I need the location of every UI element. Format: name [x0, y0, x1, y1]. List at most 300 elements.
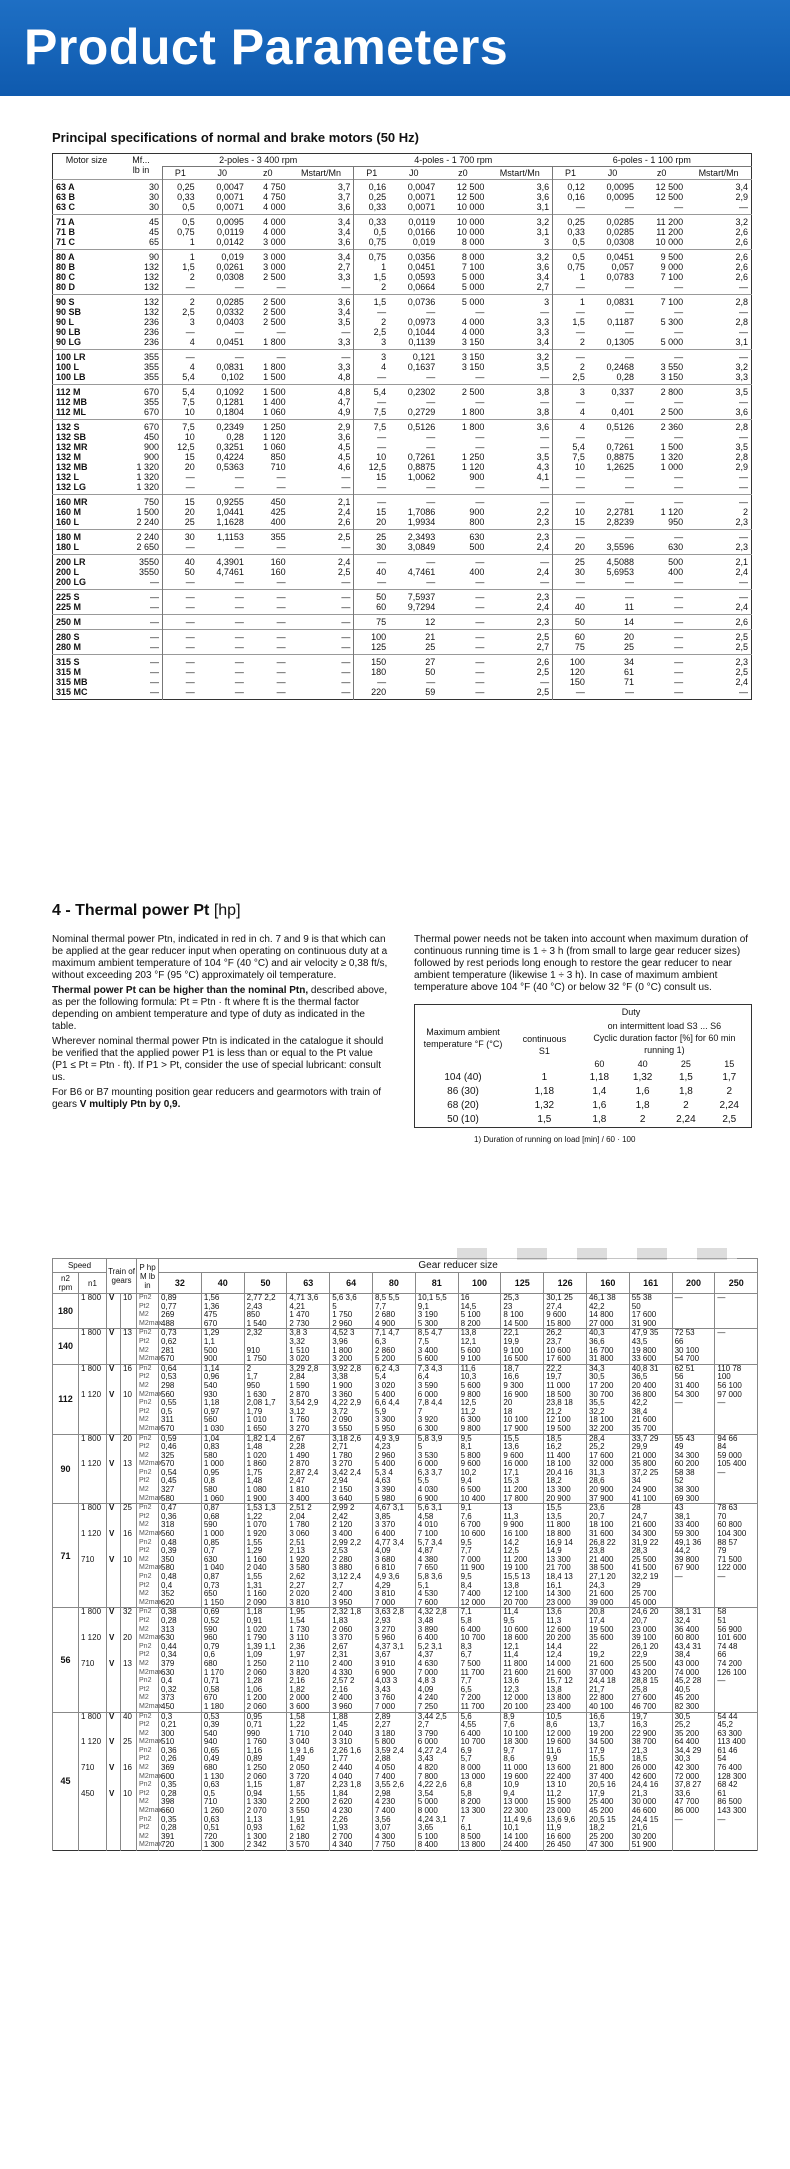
spec-cell-f: 27 50 — 59 — [389, 655, 438, 700]
gear-value-cell: 18,7 16,6 9 300 16 900 20 18 10 100 17 900 — [501, 1364, 544, 1434]
duty-factor: 2 — [683, 1100, 689, 1111]
spec-cell-g: 3 150 3 150 — — [438, 350, 487, 385]
gear-value-cell: 28,4 25,2 17 600 32 000 31,3 28,6 20 900 37 900 — [586, 1434, 629, 1504]
spec-cell-h: — 2,4 — — [487, 555, 552, 590]
duty-col-head: 15 — [724, 1059, 735, 1069]
thermal-para-4-b: V multiply Ptn by 0,9. — [79, 1099, 181, 1110]
gear-value-cell: 23,6 20,7 18 100 31 600 26,8 22 23,8 21 400 38 500 27,1 20 24,3 21 600 39 000 — [586, 1504, 629, 1608]
spec-cell-b: 0,2349 0,28 0,3251 0,4224 0,5363 — — — [198, 420, 247, 495]
gear-value-cell: 47,9 35 43,5 19 800 33 600 — [629, 1329, 672, 1364]
spec-cell-c: 3 000 3 000 2 500 — — [247, 250, 289, 295]
spec-cell-c: — — — — — [247, 655, 289, 700]
gear-value-cell: 7,1 5,8 6 400 10 700 8,3 6,7 7 500 11 700 7,7 6,5 7 200 11 700 — [458, 1608, 501, 1712]
duty-temp: 104 (40) — [444, 1072, 482, 1083]
gear-i: 40 25 16 10 — [121, 1712, 137, 1851]
gear-value-cell: 5,8 3,9 5 3 530 6 000 6,3 3,7 5,5 4 030 6 900 — [415, 1434, 458, 1504]
spec-cell-f: — 1,7086 1,9934 — [389, 495, 438, 530]
spec-subhead-mm: Mstart/Mn — [301, 168, 342, 178]
gear-size-header: 161 — [629, 1273, 672, 1294]
spec-row-block — [53, 215, 752, 250]
spec-cell-d: 2,5 — — [289, 530, 354, 555]
spec-cell-a: 15 20 25 — [162, 495, 197, 530]
gear-value-cell: 4,32 2,8 3,48 3 890 6 400 5,2 3,1 4,37 4 630 7 000 4,8 3 4,09 4 240 7 250 — [415, 1608, 458, 1712]
spec-cell-j: — 3,5596 — [588, 530, 637, 555]
spec-row-block — [53, 250, 752, 295]
spec-cell-i: 25 30 — — [553, 555, 588, 590]
gear-row-group — [53, 1504, 758, 1608]
spec-cell-d: 4,8 4,7 4,9 — [289, 385, 354, 420]
spec-cell-j: 0,0451 0,057 0,0783 — — [588, 250, 637, 295]
spec-cell-g: — — — [438, 630, 487, 655]
gear-value-cell: 6,2 4,3 5,4 3 020 5 400 6,6 4,4 5,9 3 300 5 950 — [373, 1364, 416, 1434]
gear-value-cell: 2,99 2 2,42 2 120 3 400 2,99 2,2 2,53 2 280 3 880 3,12 2,4 2,7 2 400 3 950 — [330, 1504, 373, 1608]
gear-value-cell: 3,92 2,8 3,38 1 900 3 360 4,22 2,9 3,72 2 090 3 550 — [330, 1364, 373, 1434]
spec-cell-s: 280 S 280 M — [53, 630, 120, 655]
gear-value-cell: 43 38,1 33 400 59 300 49,1 36 44,2 39 800 67 900 — — [672, 1504, 715, 1608]
spec-cell-h: 2,3 — [487, 615, 552, 630]
spec-cell-h: 3,2 3,1 3 — [487, 215, 552, 250]
gear-label-column: Pn2 Pt2 M2 M2max Pn2 Pt2 M2 M2max — [137, 1434, 159, 1504]
group-2-poles: 2-poles - 3 400 rpm — [162, 154, 353, 167]
spec-cell-b: 0,0285 0,0332 0,0403 — 0,0451 — [198, 295, 247, 350]
motor-spec-title: Principal specifications of normal and brake motors (50 Hz) — [52, 130, 419, 145]
gear-value-cell: 0,87 0,68 590 1 000 0,85 0,7 630 1 040 0,87 0,73 650 1 150 — [201, 1504, 244, 1608]
gear-value-cell: 24,6 20 20,7 23 000 39 100 26,1 20 22,9 25 500 43 200 28,8 15 25,8 27 600 46 700 — [629, 1608, 672, 1712]
spec-subhead-p1: P1 — [553, 167, 588, 180]
motor-spec-table — [52, 153, 752, 700]
gear-value-cell: 2,32 1,8 1,83 2 060 3 370 2,67 2,31 2 400 4 330 2,57 2 2,16 2 400 3 960 — [330, 1608, 373, 1712]
spec-cell-k: 9 500 9 000 7 100 — — [637, 250, 686, 295]
spec-cell-i: 0,5 0,75 1 — — [553, 250, 588, 295]
gear-size-header: 32 — [159, 1273, 202, 1294]
spec-cell-k: — 630 — [637, 530, 686, 555]
spec-subhead-z0: z0 — [656, 168, 667, 178]
gear-value-cell: 2,89 2,27 3 180 5 800 3,59 2,4 2,88 4 050 7 400 3,55 2,6 2,98 4 230 7 400 3,56 3,07 4 300 7 750 — [373, 1712, 416, 1851]
spec-cell-i: 100 120 150 — — [553, 655, 588, 700]
spec-cell-g: — — — [438, 590, 487, 615]
gear-value-cell: 55 38 50 17 600 31 900 — [629, 1294, 672, 1329]
gear-value-cell: 11,4 9,5 10 600 18 600 12,1 11,4 11 800 21 600 13,6 12,3 12 000 20 100 — [501, 1608, 544, 1712]
spec-cell-a: 2 2,5 3 — 4 — [162, 295, 197, 350]
spec-cell-b: 4,3901 4,7461 — — [198, 555, 247, 590]
gear-value-cell: 1,56 1,36 475 670 — [201, 1294, 244, 1329]
gear-value-cell: 20,8 17,4 19 500 35 600 22 19,2 21 600 37 000 24,4 18 21,7 22 800 40 100 — [586, 1608, 629, 1712]
gear-size-header: 64 — [330, 1273, 373, 1294]
gear-value-cell: 0,64 0,53 298 560 0,55 0,5 311 570 — [159, 1364, 202, 1434]
spec-cell-e: 150 180 — 220 — [354, 655, 389, 700]
spec-cell-e: 25 30 — [354, 530, 389, 555]
gear-value-cell: 22,2 19,7 11 000 18 500 23,8 18 21,2 12 100 19 500 — [544, 1364, 587, 1434]
spec-cell-f: 2,3493 3,0849 — [389, 530, 438, 555]
spec-subhead-j0: J0 — [408, 168, 419, 178]
spec-cell-k: 12 500 12 500 — — [637, 180, 686, 215]
spec-cell-j: 0,0831 — 0,1187 — 0,1305 — [588, 295, 637, 350]
spec-cell-e: 7,5 — — 10 12,5 15 — — [354, 420, 389, 495]
gear-value-cell: 3,63 2,8 2,93 3 270 5 960 4,37 3,1 3,67 3 910 6 900 4,03 3 3,43 3 760 7 000 — [373, 1608, 416, 1712]
spec-cell-h: 3,6 — — 3,5 4,3 4,1 — — [487, 420, 552, 495]
gear-value-cell: 3,8 3 3,32 1 510 3 020 — [287, 1329, 330, 1364]
spec-cell-mf: — — — [120, 630, 163, 655]
duty-row — [415, 1071, 752, 1085]
spec-cell-f: 21 25 — [389, 630, 438, 655]
duty-factor: 1,8 — [678, 1086, 693, 1097]
spec-cell-d: 2,9 3,6 4,5 4,5 4,6 — — — [289, 420, 354, 495]
spec-cell-d: — — [289, 615, 354, 630]
gear-head-speed: Speed — [53, 1259, 107, 1273]
spec-row-block — [53, 655, 752, 700]
spec-cell-e: 100 125 — [354, 630, 389, 655]
duty-row — [415, 1099, 752, 1113]
gear-value-cell: 0,89 0,77 269 488 — [159, 1294, 202, 1329]
gear-tg: V — [107, 1329, 121, 1364]
gear-value-cell: 28 24,7 21 600 34 300 31,9 22 28,3 25 500 41 500 32,2 19 29 25 700 45 000 — [629, 1504, 672, 1608]
gear-size-header: 50 — [244, 1273, 287, 1294]
spec-cell-c: 1 500 1 400 1 060 — [247, 385, 289, 420]
duty-temp: 86 (30) — [447, 1086, 479, 1097]
gear-value-cell: 1,29 1,1 500 900 — [201, 1329, 244, 1364]
spec-cell-f: 0,2302 — 0,2729 — [389, 385, 438, 420]
spec-cell-j: 14 — [588, 615, 637, 630]
gear-value-cell: 5,6 3,6 5 1 750 2 960 — [330, 1294, 373, 1329]
spec-cell-b: 0,1092 0,1281 0,1804 — [198, 385, 247, 420]
gear-row-group — [53, 1608, 758, 1712]
gear-value-cell: 8,5 5,5 7,7 2 680 4 900 — [373, 1294, 416, 1329]
spec-cell-h: 2,6 2,5 — 2,5 — [487, 655, 552, 700]
spec-cell-l: 3,5 — 3,6 — [686, 385, 751, 420]
gear-n1: 1 800 1 120 710 — [79, 1504, 107, 1608]
spec-cell-s: 63 A 63 B 63 C — [53, 180, 120, 215]
gear-n2: 140 — [53, 1329, 79, 1364]
gear-label-column: Pn2 Pt2 M2 M2max Pn2 Pt2 M2 M2max — [137, 1364, 159, 1434]
spec-cell-k: 7 100 — 5 300 — 5 000 — [637, 295, 686, 350]
spec-cell-k: 2 800 — 2 500 — [637, 385, 686, 420]
spec-cell-h: 3 — 3,3 3,3 3,4 — [487, 295, 552, 350]
thermal-para-right: Thermal power needs not be taken into account when maximum duration of continuous running time is 1 ÷ 3 h (from small to large gear reducer sizes) followed by rest periods long enough to restore the gear reducer to near ambient temperature (likewise 1 ÷ 3 h). In case of maximum ambient temperature above 104 °F (40 °C) or below 32 °F (0 °C) consult us. — [414, 934, 749, 993]
gear-value-cell: 8,5 4,7 7,5 3 400 5 600 — [415, 1329, 458, 1364]
gear-value-cell: 2,77 2,2 2,43 850 1 540 — [244, 1294, 287, 1329]
spec-subhead-j0: J0 — [607, 168, 618, 178]
gear-value-cell: — — [715, 1294, 758, 1329]
gear-n2: 45 — [53, 1712, 79, 1851]
spec-cell-g: — 400 — — [438, 555, 487, 590]
spec-cell-d: 3,4 3,4 3,6 — [289, 215, 354, 250]
spec-cell-mf: 670 355 670 — [120, 385, 163, 420]
gear-tg: V — [107, 1294, 121, 1329]
spec-cell-h: 2,3 2,4 — [487, 530, 552, 555]
spec-cell-l: 2,8 — 3,5 2,8 2,9 — — — [686, 420, 751, 495]
spec-cell-b: 0,0047 0,0071 0,0071 — [198, 180, 247, 215]
thermal-para-3: Wherever nominal thermal power Ptn is indicated in the catalogue it should be verified that the applied power P1 is less than or equal to the Pt value (P1 ≤ Pt = Ptn · ft). If P1 > Pt, consider the use of special lubricant: consult us. — [52, 1036, 384, 1083]
gear-value-cell: 2,67 2,28 1 490 2 870 2,87 2,4 2,47 1 810 3 400 — [287, 1434, 330, 1504]
duty-footnote: 1) Duration of running on load [min] / 60 · 100 — [474, 1135, 636, 1144]
gear-value-cell: 9,1 7,6 6 700 10 600 9,5 7,7 7 000 11 900 9,5 8,4 7 400 12 000 — [458, 1504, 501, 1608]
spec-cell-a: — — — — — [162, 655, 197, 700]
gear-value-cell: 5,6 3,1 4,58 4 010 7 100 5,7 3,4 4,87 4 380 7 650 5,8 3,6 5,1 4 530 7 600 — [415, 1504, 458, 1608]
spec-cell-b: 0,0095 0,0119 0,0142 — [198, 215, 247, 250]
spec-cell-i: — 40 — [553, 590, 588, 615]
spec-cell-l: 2,6 — [686, 615, 751, 630]
spec-cell-h: 3,8 — 3,8 — [487, 385, 552, 420]
gear-value-cell: 15,5 13,5 11 800 18 800 16,9 14 14,9 13 300 21 700 18,4 13 16,1 14 300 23 000 — [544, 1504, 587, 1608]
spec-cell-e: 1,5 — 2 2,5 3 — [354, 295, 389, 350]
gear-value-cell: 13 11,3 9 900 16 100 14,2 12,5 11 200 19 100 15,5 13 13,8 12 100 20 700 — [501, 1504, 544, 1608]
gear-value-cell: 16 14,5 5 100 8 200 — [458, 1294, 501, 1329]
duty-factor: 1,8 — [592, 1114, 607, 1125]
spec-cell-a: — — — [162, 590, 197, 615]
gear-size-header: 250 — [715, 1273, 758, 1294]
spec-cell-d: — — — [289, 590, 354, 615]
spec-row-block — [53, 555, 752, 590]
duty-factor: 1,4 — [592, 1086, 607, 1097]
spec-cell-d: — — — — — [289, 655, 354, 700]
gear-value-cell: 4,67 3,1 3,85 3 370 6 400 4,77 3,4 4,09 3 680 6 810 4,9 3,6 4,29 3 810 7 000 — [373, 1504, 416, 1608]
gear-size-header: 81 — [415, 1273, 458, 1294]
spec-cell-s: 100 LR 100 L 100 LB — [53, 350, 120, 385]
spec-cell-j: — 11 — [588, 590, 637, 615]
duty-factor: 1,5 — [678, 1072, 693, 1083]
spec-cell-k: — 1 120 950 — [637, 495, 686, 530]
spec-cell-mf: 90 132 132 132 — [120, 250, 163, 295]
spec-cell-c: 4 000 4 000 3 000 — [247, 215, 289, 250]
spec-cell-b: — — [198, 615, 247, 630]
spec-cell-mf: 355 355 355 — [120, 350, 163, 385]
spec-cell-i: 50 — [553, 615, 588, 630]
gear-value-cell: 26,2 23,7 10 600 17 600 — [544, 1329, 587, 1364]
spec-cell-mf: 3550 3550 — — [120, 555, 163, 590]
gear-value-cell: 4,71 3,6 4,21 1 470 2 730 — [287, 1294, 330, 1329]
spec-cell-i: — 10 15 — [553, 495, 588, 530]
spec-cell-e: 0,33 0,5 0,75 — [354, 215, 389, 250]
gear-value-cell: — — [715, 1329, 758, 1364]
gear-value-cell: 9,5 8,1 5 800 9 600 10,2 9,4 6 500 10 400 — [458, 1434, 501, 1504]
gear-size-header: 63 — [287, 1273, 330, 1294]
spec-cell-k: 11 200 11 200 10 000 — [637, 215, 686, 250]
spec-cell-c: — — [247, 615, 289, 630]
gear-value-cell: 78 63 70 60 800 104 300 88 57 79 71 500 122 000 — — [715, 1504, 758, 1608]
spec-cell-e: 3 4 — — [354, 350, 389, 385]
gear-tg: V V — [107, 1364, 121, 1434]
duty-row — [415, 1085, 752, 1099]
gear-value-cell: 58 51 56 900 101 600 74 48 66 74 200 126 100 — — [715, 1608, 758, 1712]
spec-cell-mf: 45 45 65 — [120, 215, 163, 250]
col-motor-size: Motor size — [65, 155, 108, 165]
gear-value-cell: 30,5 25,2 35 200 64 400 34,4 29 30,3 42 300 72 000 37,8 27 33,6 47 700 86 000 — — [672, 1712, 715, 1851]
gear-value-cell: 46,1 38 42,2 14 800 27 000 — [586, 1294, 629, 1329]
motor-spec-section — [52, 130, 752, 700]
gear-value-cell: 4,9 3,9 4,23 2 960 5 400 5,3 4 4,63 3 390 5 980 — [373, 1434, 416, 1504]
thermal-title-text: 4 - Thermal power Pt — [52, 902, 210, 919]
gear-value-cell: 7,1 4,7 6,3 2 860 5 200 — [373, 1329, 416, 1364]
spec-cell-l: 2,5 2,5 — [686, 630, 751, 655]
gear-value-cell: 0,95 0,71 990 1 760 1,16 0,89 1 250 2 060 1,15 0,94 1 330 2 070 1,13 0,93 1 300 2 342 — [244, 1712, 287, 1851]
spec-cell-mf: — — — — — [120, 655, 163, 700]
gear-row-group — [53, 1712, 758, 1851]
duty-factor: 2 — [639, 1114, 646, 1125]
spec-cell-l: 2,1 2,4 — — [686, 555, 751, 590]
gear-n1: 1 800 1 120 — [79, 1364, 107, 1434]
gear-value-cell: 0,3 0,21 300 510 0,36 0,26 369 600 0,35 0,28 398 660 0,35 0,28 391 720 — [159, 1712, 202, 1851]
gear-n1: 1 800 — [79, 1329, 107, 1364]
gear-value-cell: 16,6 13,7 19 200 34 500 17,9 15,5 21 800 37 400 20,5 16 17,9 25 400 45 200 20,5 15 18,2 25 200 47 300 — [586, 1712, 629, 1851]
spec-cell-f: 0,0119 0,0166 0,019 — [389, 215, 438, 250]
spec-row-block — [53, 180, 752, 215]
spec-cell-l: — 3,2 3,3 — [686, 350, 751, 385]
spec-cell-j: 0,337 — 0,401 — [588, 385, 637, 420]
spec-cell-s: 200 LR 200 L 200 LG — [53, 555, 120, 590]
gear-value-cell: 1,58 1,22 1 710 3 040 1,9 1,6 1,49 2 050 3 720 1,87 1,55 2 200 3 550 1,91 1,62 2 180 3 570 — [287, 1712, 330, 1851]
gear-reducer-section — [52, 1258, 757, 1851]
spec-cell-g: 10 000 10 000 8 000 — [438, 215, 487, 250]
spec-cell-j: 0,0095 0,0095 — — [588, 180, 637, 215]
spec-cell-i: 3 — 4 — [553, 385, 588, 420]
spec-cell-mf: 132 132 236 236 236 — [120, 295, 163, 350]
spec-cell-s: 250 M — [53, 615, 120, 630]
gear-size-header: 126 — [544, 1273, 587, 1294]
spec-cell-s: 90 S 90 SB 90 L 90 LB 90 LG — [53, 295, 120, 350]
gear-value-cell: 94 66 84 59 000 105 400 — — [715, 1434, 758, 1504]
spec-cell-b: — — — — — [198, 655, 247, 700]
gear-value-cell: 62 51 56 31 400 54 300 — — [672, 1364, 715, 1434]
spec-cell-f: 0,0356 0,0451 0,0593 0,0664 — [389, 250, 438, 295]
spec-cell-i: 0,25 0,33 0,5 — [553, 215, 588, 250]
spec-cell-f: 0,0736 — 0,0973 0,1044 0,1139 — [389, 295, 438, 350]
gear-value-cell: 1,88 1,45 2 040 3 310 2,26 1,6 1,77 2 440 4 040 2,23 1,8 1,84 2 620 4 230 2,26 1,93 2 700 4 340 — [330, 1712, 373, 1851]
duty-factor: 1,8 — [635, 1100, 650, 1111]
spec-cell-g: 1 800 — — 1 250 1 120 900 — — [438, 420, 487, 495]
gear-n1: 1 800 1 120 — [79, 1434, 107, 1504]
gear-value-cell: 2,32 910 1 750 — [244, 1329, 287, 1364]
gear-size-header: 125 — [501, 1273, 544, 1294]
gear-size-header: 40 — [201, 1273, 244, 1294]
spec-cell-j: 4,5088 5,6953 — — [588, 555, 637, 590]
duty-factor: 2,5 — [722, 1114, 737, 1125]
gear-value-cell: 0,38 0,28 313 530 0,44 0,34 379 630 0,4 0,32 373 450 — [159, 1608, 202, 1712]
spec-cell-k: — — — [637, 630, 686, 655]
thermal-title-unit: [hp] — [213, 902, 241, 919]
spec-cell-b: 0,9255 1,0441 1,1628 — [198, 495, 247, 530]
spec-cell-h: 3,2 3,5 — — [487, 350, 552, 385]
spec-subhead-z0: z0 — [458, 168, 468, 178]
spec-cell-d: 3,6 3,4 3,5 — 3,3 — [289, 295, 354, 350]
duty-factor: 2 — [726, 1086, 733, 1097]
duty-factor: 2,24 — [719, 1100, 739, 1111]
spec-cell-e: 75 — [354, 615, 389, 630]
spec-row-block — [53, 495, 752, 530]
gear-value-cell: 0,59 0,46 325 570 0,54 0,45 327 580 — [159, 1434, 202, 1504]
spec-cell-k: — — — [637, 590, 686, 615]
duty-temp: 50 (10) — [447, 1114, 479, 1125]
spec-cell-j: — 0,2468 0,28 — [588, 350, 637, 385]
thermal-para-2 — [52, 985, 390, 1033]
spec-cell-f: 12 — [389, 615, 438, 630]
duty-col-head: 25 — [680, 1059, 691, 1069]
spec-cell-d: — — — [289, 630, 354, 655]
gear-value-cell: 3,44 2,5 2,7 3 790 6 000 4,27 2,4 3,43 4 820 7 800 4,22 2,6 3,54 5 000 8 000 4,24 3,1 3,65 5 100 8 400 — [415, 1712, 458, 1851]
gear-tg: V V V — [107, 1504, 121, 1608]
spec-cell-d: 3,7 3,7 3,6 — [289, 180, 354, 215]
spec-cell-h: 3,2 3,6 3,4 2,7 — [487, 250, 552, 295]
duty-factor: 1,18 — [589, 1072, 610, 1083]
spec-row-block — [53, 420, 752, 495]
spec-cell-d: 2,4 2,5 — — [289, 555, 354, 590]
spec-cell-a: 5,4 7,5 10 — [162, 385, 197, 420]
spec-cell-e: 0,75 1 1,5 2 — [354, 250, 389, 295]
spec-cell-b: — 0,0831 0,102 — [198, 350, 247, 385]
spec-cell-h: 2,3 2,4 — [487, 590, 552, 615]
gear-size-header: 200 — [672, 1273, 715, 1294]
gear-head-pm: P hp M lb in — [137, 1259, 159, 1294]
gear-i: 16 10 — [121, 1364, 137, 1434]
spec-cell-h: — 2,2 2,3 — [487, 495, 552, 530]
spec-cell-k: 2 360 — 1 500 1 320 1 000 — — — [637, 420, 686, 495]
spec-cell-i: 0,12 0,16 — — [553, 180, 588, 215]
spec-row-block — [53, 530, 752, 555]
gear-value-cell: 4,52 3 3,96 1 800 3 200 — [330, 1329, 373, 1364]
gear-value-cell: 3,29 2,8 2,84 1 590 2 870 3,54 2,9 3,12 1 760 3 270 — [287, 1364, 330, 1434]
spec-cell-e: 0,16 0,25 0,33 — [354, 180, 389, 215]
gear-label-column: Pn2 Pt2 M2 M2max — [137, 1329, 159, 1364]
spec-cell-i: 60 75 — [553, 630, 588, 655]
gear-i: 10 — [121, 1294, 137, 1329]
gear-row-group — [53, 1294, 758, 1329]
duty-head-temp: Maximum ambient temperature °F (°C) — [423, 1027, 503, 1049]
gear-n1: 1 800 — [79, 1294, 107, 1329]
spec-cell-l: — 2,3 — [686, 530, 751, 555]
gear-value-cell: 22,1 19,9 9 100 16 500 — [501, 1329, 544, 1364]
gear-value-cell: 1,04 0,83 580 1 000 0,95 0,8 580 1 060 — [201, 1434, 244, 1504]
spec-cell-k: 500 400 — — [637, 555, 686, 590]
duty-continuous: 1,32 — [534, 1100, 555, 1111]
gear-value-cell: 33,7 29 29,9 21 000 35 800 37,2 25 34 24 900 41 100 — [629, 1434, 672, 1504]
spec-cell-j: 34 61 71 — — [588, 655, 637, 700]
spec-cell-c: 160 160 — — [247, 555, 289, 590]
spec-cell-g: 2 500 — 1 800 — [438, 385, 487, 420]
gear-value-cell: 40,3 36,6 16 700 31 800 — [586, 1329, 629, 1364]
spec-cell-k: — 3 550 3 150 — [637, 350, 686, 385]
spec-cell-d: 3,4 2,7 3,3 — — [289, 250, 354, 295]
spec-row-block — [53, 350, 752, 385]
gear-value-cell: 0,47 0,36 318 560 0,48 0,39 350 580 0,48 0,4 352 620 — [159, 1504, 202, 1608]
gear-n1: 1 800 1 120 710 — [79, 1608, 107, 1712]
gear-tg: V V — [107, 1434, 121, 1504]
spec-cell-l: — 2 2,3 — [686, 495, 751, 530]
spec-cell-j: 0,5126 — 0,7261 0,8875 1,2625 — — — [588, 420, 637, 495]
gear-size-header: 100 — [458, 1273, 501, 1294]
spec-cell-g: 12 500 12 500 10 000 — [438, 180, 487, 215]
thermal-right-column — [414, 934, 752, 1146]
gear-value-cell: 1,53 1,3 1,22 1 070 1 920 1,55 1,29 1 160 2 040 1,55 1,31 1 160 2 090 — [244, 1504, 287, 1608]
gear-value-cell: 19,7 16,3 22 900 38 700 21,3 18,5 26 000 42 600 24,4 16 21,3 30 000 46 600 24,4 15 21,6 30 200 51 900 — [629, 1712, 672, 1851]
spec-cell-g: — — [438, 615, 487, 630]
spec-cell-c: 4 750 4 750 4 000 — [247, 180, 289, 215]
spec-cell-j: — 2,2781 2,8239 — [588, 495, 637, 530]
gear-value-cell: 1,82 1,4 1,48 1 020 1 860 1,75 1,48 1 080 1 900 — [244, 1434, 287, 1504]
spec-cell-g: — 900 800 — [438, 495, 487, 530]
duty-temp: 68 (20) — [447, 1100, 479, 1111]
spec-cell-mf: 2 240 2 650 — [120, 530, 163, 555]
gear-value-cell: 7,3 4,3 6,4 3 590 6 000 7,8 4,4 7 3 920 6 300 — [415, 1364, 458, 1434]
spec-cell-g: 630 500 — [438, 530, 487, 555]
gear-n2: 71 — [53, 1504, 79, 1608]
spec-cell-e: — 40 — — [354, 555, 389, 590]
gear-value-cell: 13,6 11,3 12 600 20 200 14,4 12,4 14 000 21 600 15,7 12 13,8 13 800 23 400 — [544, 1608, 587, 1712]
spec-cell-s: 71 A 71 B 71 C — [53, 215, 120, 250]
spec-cell-i: — 20 — [553, 530, 588, 555]
spec-cell-c: — 1 800 1 500 — [247, 350, 289, 385]
spec-cell-f: 0,0047 0,0071 0,0071 — [389, 180, 438, 215]
duty-factor: 1,32 — [632, 1072, 653, 1083]
spec-cell-a: — — [162, 615, 197, 630]
